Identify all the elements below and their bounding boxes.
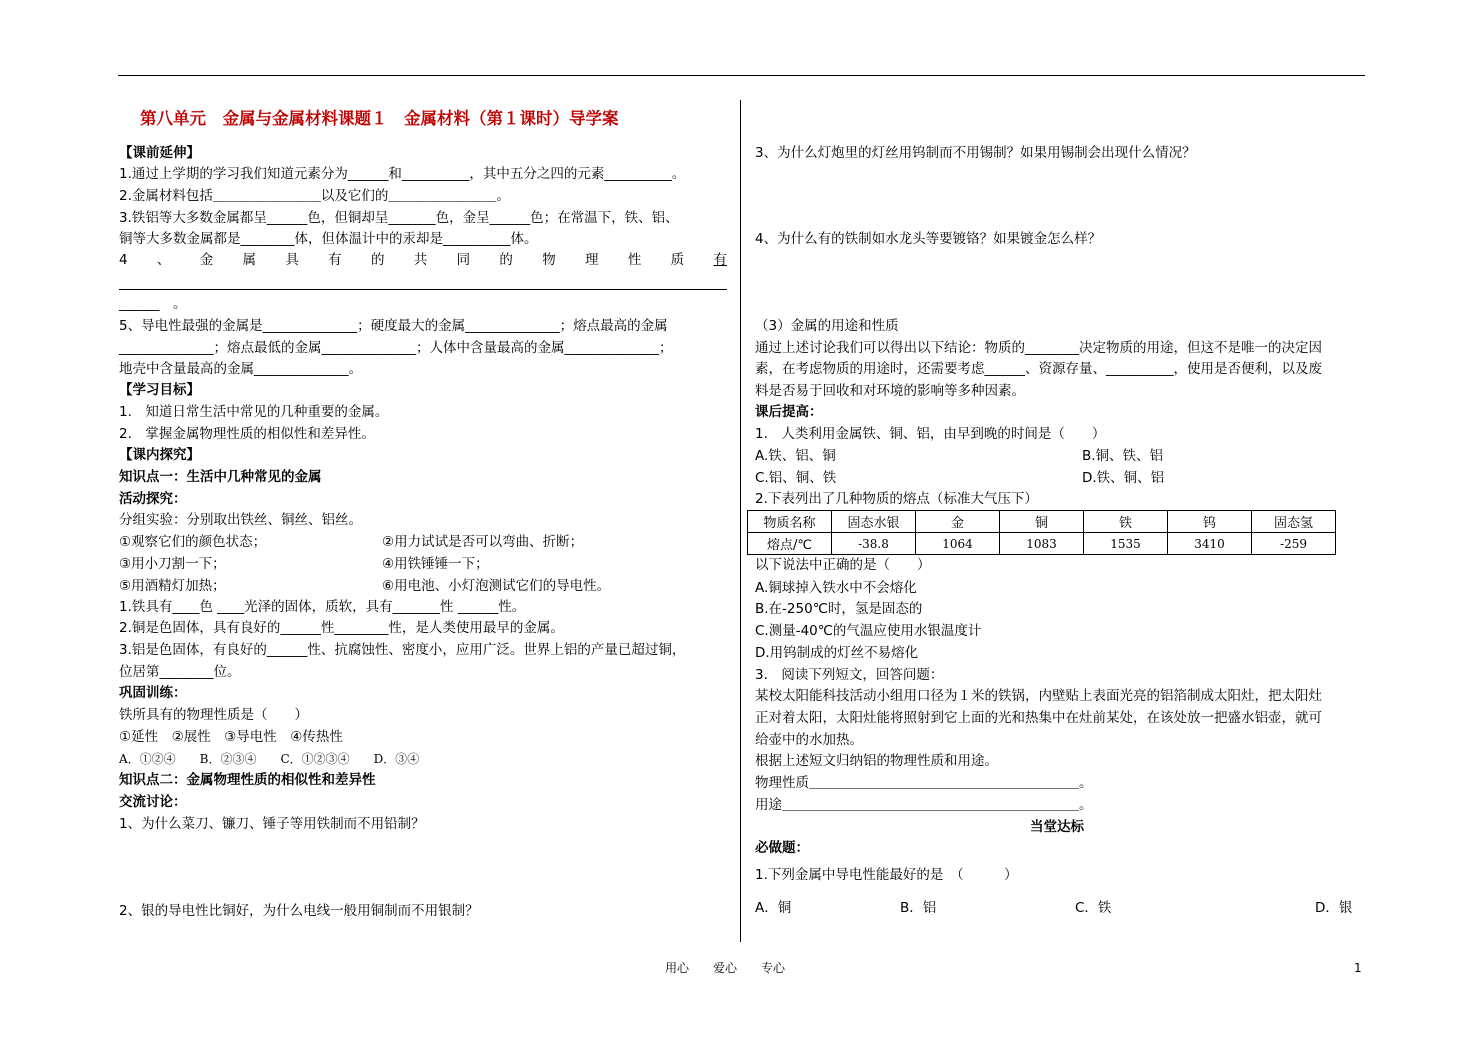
table-cell: 1083 — [1000, 533, 1084, 555]
required-q1-option-d: D．银 — [1315, 900, 1353, 916]
discuss-heading: 交流讨论： — [119, 794, 187, 810]
q4-char: 共 — [413, 252, 428, 268]
use-text-b: 素，在考虑物质的用途时，还需要考虑______、资源存量、__________，使用是否便利，以及废 — [755, 361, 1322, 377]
table-cell: -38.8 — [832, 533, 916, 555]
table-cell: 3410 — [1168, 533, 1252, 555]
question-4 — [119, 252, 727, 269]
use-blank: 用途＿＿＿＿＿＿＿＿＿＿＿＿＿＿＿＿＿＿＿＿＿＿。 — [755, 797, 1093, 813]
use-text-a: 通过上述讨论我们可以得出以下结论：物质的________决定物质的用途，但这不是唯一的决定因 — [755, 340, 1322, 356]
table-header-cell: 钨 — [1168, 511, 1252, 533]
activity-heading: 活动探究： — [119, 491, 187, 507]
q4-char: 同 — [456, 252, 471, 268]
question-2: 2.金属材料包括＿＿＿＿＿＿＿＿以及它们的＿＿＿＿＿＿＿＿。 — [119, 188, 510, 204]
after-question-2: 2.下表列出了几种物质的熔点（标准大气压下） — [755, 491, 1038, 507]
q4-char: 性 — [627, 252, 642, 268]
passage-line-1: 某校太阳能科技活动小组用口径为１米的铁锅，内壁贴上表面光亮的铝箔制成太阳灶，把太阳灶 — [755, 688, 1322, 704]
discuss-3: 3、为什么灯炮里的灯丝用钨制而不用锡制？如果用锡制会出现什么情况？ — [755, 145, 1196, 161]
header-rule — [118, 75, 1365, 76]
goal-1: 1. 知道日常生活中常见的几种重要的金属。 — [119, 404, 389, 420]
experiment-3: ③用小刀割一下； — [119, 556, 226, 572]
table-cell: 1535 — [1084, 533, 1168, 555]
after-q1-option-b: B.铜、铁、铝 — [1082, 448, 1164, 464]
page-number: 1 — [1354, 961, 1362, 975]
passage-line-4: 根据上述短文归纳铝的物理性质和用途。 — [755, 753, 998, 769]
section-explore: 【课内探究】 — [119, 447, 200, 463]
consolidate-heading: 巩固训练： — [119, 685, 187, 701]
table-header-cell: 铜 — [1000, 511, 1084, 533]
group-experiment: 分组实验：分别取出铁丝、铜丝、铝丝。 — [119, 512, 362, 528]
table-header-row — [748, 511, 1336, 533]
required-question-1: 1.下列金属中导电性能最好的是 （ ） — [755, 867, 1018, 883]
iron-properties: 1.铁具有____色 ____光泽的固体，质软，具有_______性 ______性。 — [119, 599, 526, 615]
goal-2: 2. 掌握金属物理性质的相似性和差异性。 — [119, 426, 375, 442]
required-q1-option-a: A．铜 — [755, 900, 792, 916]
q4-char: 金 — [199, 252, 214, 268]
q4-char: 理 — [585, 252, 599, 268]
after-q2-option-a: A.铜球掉入铁水中不会熔化 — [755, 580, 917, 596]
after-q1-option-a: A.铁、铝、铜 — [755, 448, 836, 464]
table-cell: -259 — [1252, 533, 1336, 555]
consolidate-question: 铁所具有的物理性质是（ ） — [119, 707, 308, 723]
q4-char: 质 — [670, 252, 685, 268]
melting-point-table — [747, 510, 1336, 555]
experiment-6: ⑥用电池、小灯泡测试它们的导电性。 — [382, 578, 611, 594]
table-header-cell: 铁 — [1084, 511, 1168, 533]
question-1: 1.通过上学期的学习我们知道元素分为______和__________，其中五分之四的元素__________。 — [119, 166, 686, 182]
experiment-1: ①观察它们的颜色状态； — [119, 534, 267, 550]
section-goal: 【学习目标】 — [119, 382, 200, 398]
after-q1-option-c: C.铝、铜、铁 — [755, 470, 837, 486]
q4-char: 属 — [242, 252, 257, 268]
after-class-heading: 课后提高： — [755, 404, 823, 420]
q4-char: 的 — [499, 252, 513, 268]
experiment-5: ⑤用酒精灯加热； — [119, 578, 226, 594]
document-title: 第八单元 金属与金属材料课题１ 金属材料（第１课时）导学案 — [140, 109, 619, 128]
required-q1-option-c: C．铁 — [1075, 900, 1112, 916]
consolidate-options: ①延性 ②展性 ③导电性 ④传热性 — [119, 729, 343, 745]
q4-char: 物 — [542, 252, 556, 268]
question-4-blank: ______ 。 — [119, 296, 187, 312]
use-text-c: 料是否易于回收和对环境的影响等多种因素。 — [755, 383, 1025, 399]
q4-char: 的 — [370, 252, 385, 268]
knowledge-point-1: 知识点一：生活中几种常见的金属 — [119, 469, 322, 485]
q4-char: 有 — [713, 252, 727, 268]
aluminum-properties-b: 位居第________位。 — [119, 664, 241, 680]
required-heading: 必做题： — [755, 840, 809, 856]
after-q2-option-d: D.用钨制成的灯丝不易熔化 — [755, 645, 919, 661]
after-question-3: 3. 阅读下列短文，回答问题： — [755, 667, 944, 683]
after-q2-option-b: B.在-250℃时，氢是固态的 — [755, 601, 923, 617]
section-pre: 【课前延伸】 — [119, 145, 200, 161]
question-5b: ______________；熔点最低的金属______________；人体中含量最高的金属______________； — [119, 340, 673, 356]
physical-property-blank: 物理性质＿＿＿＿＿＿＿＿＿＿＿＿＿＿＿＿＿＿＿＿。 — [755, 775, 1093, 791]
required-q1-option-b: B．铝 — [900, 900, 937, 916]
table-header-cell: 固态水银 — [832, 511, 916, 533]
table-header-cell: 固态氢 — [1252, 511, 1336, 533]
column-divider — [740, 100, 741, 942]
question-5a: 5、导电性最强的金属是______________；硬度最大的金属______________；熔点最高的金属 — [119, 318, 668, 334]
experiment-2: ②用力试试是否可以弯曲、折断； — [382, 534, 584, 550]
consolidate-answers: A．①②④ B．②③④ C．①②③④ D．③④ — [119, 752, 420, 766]
q4-char: 具 — [285, 252, 299, 268]
table-header-cell: 金 — [916, 511, 1000, 533]
q4-char: 有 — [328, 252, 342, 268]
question-5c: 地壳中含量最高的金属______________。 — [119, 361, 362, 377]
question-3a: 3.铁铝等大多数金属都呈______色，但铜却呈_______色，金呈______色；在常温下，铁、铝、 — [119, 210, 679, 226]
after-q2-stem: 以下说法中正确的是（ ） — [755, 557, 931, 573]
footer-motto: 用心 爱心 专心 — [665, 961, 786, 975]
use-title: （3）金属的用途和性质 — [755, 318, 899, 334]
q4-char: 4 — [119, 252, 128, 268]
table-header-cell: 物质名称 — [748, 511, 832, 533]
table-cell: 熔点/℃ — [748, 533, 832, 555]
after-q1-option-d: D.铁、铜、铝 — [1082, 470, 1165, 486]
discuss-2: 2、银的导电性比铜好，为什么电线一般用铜制而不用银制？ — [119, 903, 479, 919]
copper-properties: 2.铜是色固体，具有良好的______性________性，是人类使用最早的金属。 — [119, 620, 564, 636]
after-question-1: 1. 人类利用金属铁、铜、铝，由早到晚的时间是（ ） — [755, 426, 1106, 442]
table-cell: 1064 — [916, 533, 1000, 555]
discuss-4: 4、为什么有的铁制如水龙头等要镀铬？如果镀金怎么样？ — [755, 231, 1102, 247]
table-row — [748, 533, 1336, 555]
in-class-heading: 当堂达标 — [1030, 819, 1084, 835]
answer-line — [119, 289, 727, 290]
discuss-1: 1、为什么菜刀、镰刀、锤子等用铁制而不用铅制？ — [119, 816, 425, 832]
experiment-4: ④用铁锤锤一下； — [382, 556, 489, 572]
knowledge-point-2: 知识点二：金属物理性质的相似性和差异性 — [119, 772, 376, 788]
after-q2-option-c: C.测量-40℃的气温应使用水银温度计 — [755, 623, 982, 639]
passage-line-3: 给壶中的水加热。 — [755, 732, 863, 748]
q4-char: 、 — [156, 252, 171, 268]
aluminum-properties-a: 3.铝是色固体，有良好的______性、抗腐蚀性、密度小，应用广泛。世界上铝的产量已超过铜， — [119, 642, 686, 658]
question-3b: 铜等大多数金属都是________体，但体温计中的汞却是__________体。 — [119, 231, 538, 247]
passage-line-2: 正对着太阳，太阳灶能将照射到它上面的光和热集中在灶前某处，在该处放一把盛水铝壶，就可 — [755, 710, 1322, 726]
